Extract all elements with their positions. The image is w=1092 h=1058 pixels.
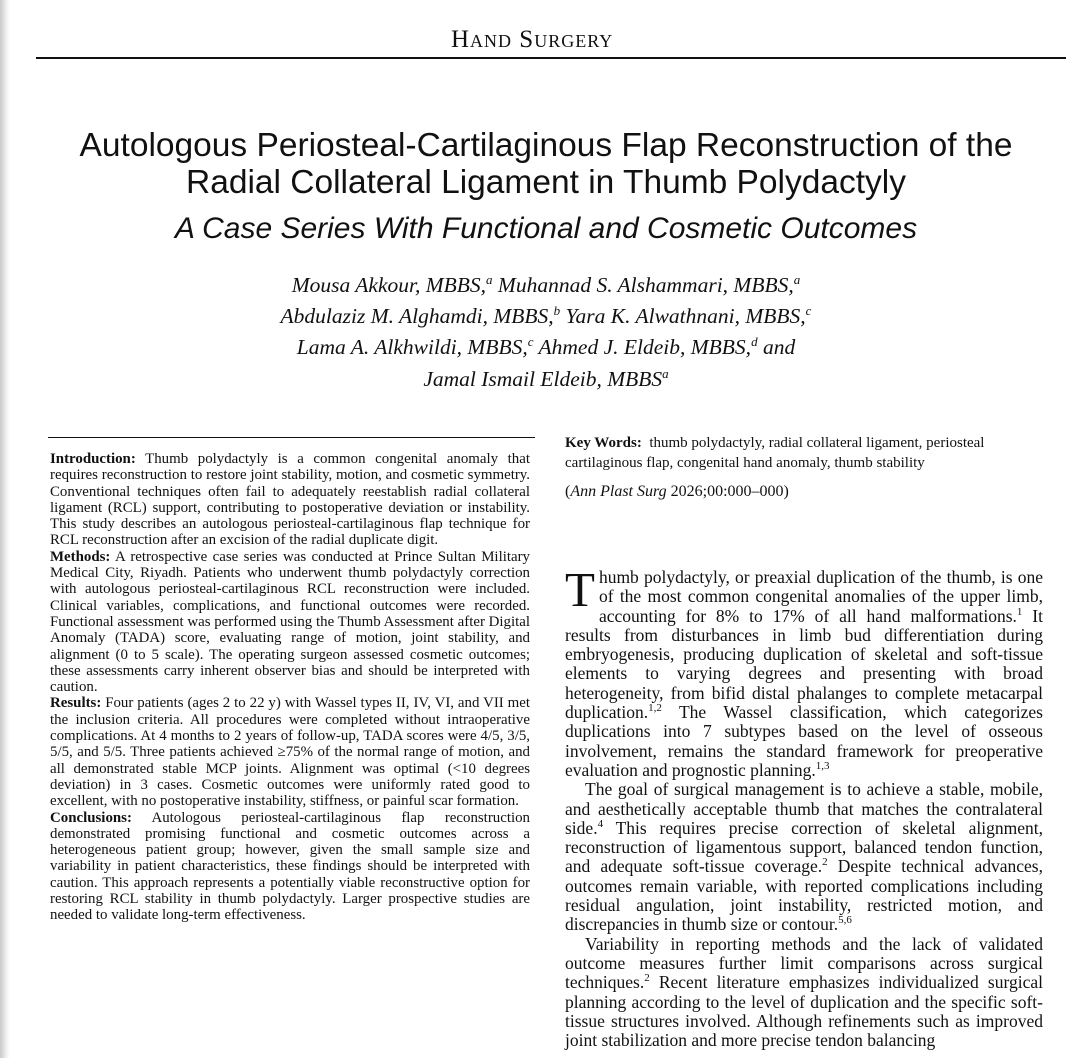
article-title: Autologous Periosteal-Cartilaginous Flap Reconstruction of the Radial Collateral Ligament in Thumb Polydactyly [79,127,1013,201]
section-header: Hand Surgery [451,26,614,53]
article-subtitle: A Case Series With Functional and Cosmetic Outcomes [174,212,918,245]
page-edge-shadow [0,0,10,1058]
abstract [50,451,530,924]
citation: (Ann Plast Surg 2026;00:000–000) [565,483,789,500]
author: Abdulaziz M. Alghamdi, MBBS,$^b$ [280,303,561,329]
body-paragraph: Variability in reporting methods and the lack of validated outcome measures further limit comparisons across surgical techniques.$^2$ Recent literature emphasizes individualized surgical planning according to the level of duplication and the specific soft-tissue structures involved. Although refinements such as improved joint stabilization and more precise tendon balancing [565,933,1043,1051]
author-list [150,267,942,392]
abstract-rule [48,437,535,438]
author: Lama A. Alkhwildi, MBBS,$^c$ [296,334,534,360]
abstract-conclusions: Conclusions: Autologous periosteal-cartilaginous flap reconstruction demonstrated promising functional and cosmetic outcomes across a heterogeneous patient group; however, given the small sample size and variability in patient characteristics, these findings should be interpreted with caution. This approach represents a potentially viable reconstructive option for restoring RCL stability in thumb polydactyly. Larger prospective studies are needed to validate long-term effectiveness. [50,809,530,924]
keywords: Key Words: thumb polydactyly, radial collateral ligament, periosteal cartilaginous flap, congenital hand anomaly, thumb stability [565,435,985,471]
body-paragraph: Thumb polydactyly, or preaxial duplication of the thumb, is one of the most common congenital anomalies of the upper limb, accounting for 8% to 17% of all hand malformations.$^1$ It results from disturbances in limb bud differentiation during embryogenesis, producing duplication of skeletal and soft-tissue elements to varying degrees and presenting with broad heterogeneity, from bifid distal phalanges to complete metacarpal duplication.$^{1,2}$ The Wassel classification, which categorizes duplications into 7 subtypes based on the level of osseous involvement, remains the standard framework for preoperative evaluation and prognostic planning.$^{1,3}$ [565,562,1043,780]
author: Mousa Akkour, MBBS,$^a$ [291,272,493,298]
drop-cap: T [565,562,595,617]
author: Ahmed J. Eldeib, MBBS,$^d$ and [538,334,796,360]
body-paragraph: The goal of surgical management is to achieve a stable, mobile, and aesthetically acceptable thumb that matches the contralateral side.$^4$ This requires precise correction of skeletal alignment, reconstruction of ligamentous support, balanced tendon function, and adequate soft-tissue coverage.$^2$ Despite technical advances, outcomes remain variable, with reported complications including residual angulation, joint instability, restricted motion, and discrepancies in thumb size or contour.$^{5,6}$ [565,779,1043,935]
abstract-results: Results: Four patients (ages 2 to 22 y) with Wassel types II, IV, VI, and VII met the inclusion criteria. All procedures were completed without intraoperative complications. At 4 months to 2 years of follow-up, TADA scores were 4/5, 3/5, 5/5, and 5/5. Three patients achieved ≥75% of the normal range of motion, and all demonstrated stable MCP joints. Alignment was optimal (<10 degrees deviation) in 3 cases. Cosmetic outcomes were uniformly rated good to excellent, with no postoperative instability, stiffness, or painful scar formation. [50,695,530,810]
author: Jamal Ismail Eldeib, MBBS$^a$ [423,365,669,391]
body-text [565,562,1043,1051]
header-rule [36,57,1066,59]
abstract-methods: Methods: A retrospective case series was conducted at Prince Sultan Military Medical City, Riyadh. Patients who underwent thumb polydactyly correction with autologous periosteal-cartilaginous RCL reconstruction were included. Clinical variables, complications, and functional outcomes were recorded. Functional assessment was performed using the Thumb Assessment after Digital Anomaly (TADA) score, evaluating range of motion, joint stability, and alignment (0 to 5 scale). The operating surgeon assessed cosmetic outcomes; these assessments carry inherent observer bias and should be interpreted with caution. [50,548,530,696]
author: Yara K. Alwathnani, MBBS,$^c$ [565,303,812,329]
abstract-introduction: Introduction: Thumb polydactyly is a common congenital anomaly that requires reconstruction to restore joint stability, motion, and cosmetic symmetry. Conventional techniques often fail to adequately reestablish radial collateral ligament (RCL) support, contributing to postoperative deviation or instability. This study describes an autologous periosteal-cartilaginous flap technique for RCL reconstruction after an excision of the radial duplicate digit. [50,451,530,549]
author: Muhannad S. Alshammari, MBBS,$^a$ [497,272,801,298]
